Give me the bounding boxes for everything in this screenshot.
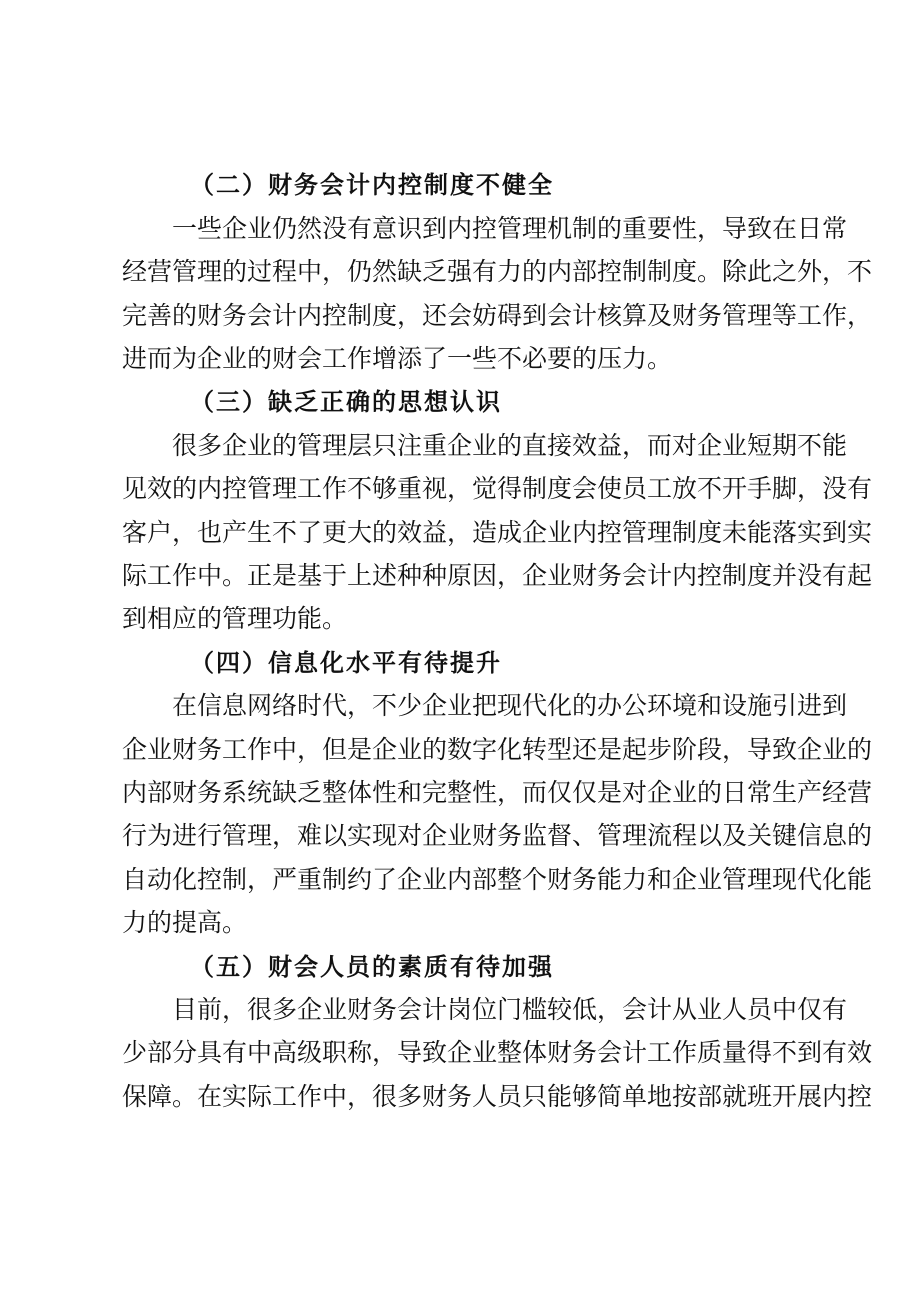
paragraph-line: 内部财务系统缺乏整体性和完整性，而仅仅是对企业的日常生产经营	[122, 778, 873, 807]
paragraph-line: 少部分具有中高级职称，导致企业整体财务会计工作质量得不到有效	[122, 1038, 873, 1067]
paragraph-line: 完善的财务会计内控制度，还会妨碍到会计核算及财务管理等工作，	[122, 301, 873, 330]
paragraph-line: 经营管理的过程中，仍然缺乏强有力的内部控制制度。除此之外，不	[122, 257, 873, 286]
paragraph-line: 进而为企业的财会工作增添了一些不必要的压力。	[122, 344, 673, 373]
paragraph-line: 一些企业仍然没有意识到内控管理机制的重要性，导致在日常	[172, 214, 848, 243]
section-heading-2: （二）财务会计内控制度不健全	[190, 170, 554, 199]
paragraph-line: 自动化控制，严重制约了企业内部整个财务能力和企业管理现代化能	[122, 865, 873, 894]
paragraph-line: 行为进行管理，难以实现对企业财务监督、管理流程以及关键信息的	[122, 821, 873, 850]
paragraph-line: 见效的内控管理工作不够重视，觉得制度会使员工放不开手脚，没有	[122, 474, 873, 503]
paragraph-line: 保障。在实际工作中，很多财务人员只能够简单地按部就班开展内控	[122, 1082, 873, 1111]
section-heading-5: （五）财会人员的素质有待加强	[190, 952, 554, 981]
section-heading-3: （三）缺乏正确的思想认识	[190, 387, 502, 416]
paragraph-line: 到相应的管理功能。	[122, 604, 348, 633]
paragraph-line: 很多企业的管理层只注重企业的直接效益，而对企业短期不能	[172, 431, 848, 460]
paragraph-line: 在信息网络时代，不少企业把现代化的办公环境和设施引进到	[172, 691, 848, 720]
paragraph-line: 力的提高。	[122, 908, 248, 937]
section-heading-4: （四）信息化水平有待提升	[190, 648, 502, 677]
paragraph-line: 客户，也产生不了更大的效益，造成企业内控管理制度未能落实到实	[122, 518, 873, 547]
paragraph-line: 目前，很多企业财务会计岗位门槛较低，会计从业人员中仅有	[172, 995, 848, 1024]
paragraph-line: 企业财务工作中，但是企业的数字化转型还是起步阶段，导致企业的	[122, 735, 873, 764]
paragraph-line: 际工作中。正是基于上述种种原因，企业财务会计内控制度并没有起	[122, 561, 873, 590]
